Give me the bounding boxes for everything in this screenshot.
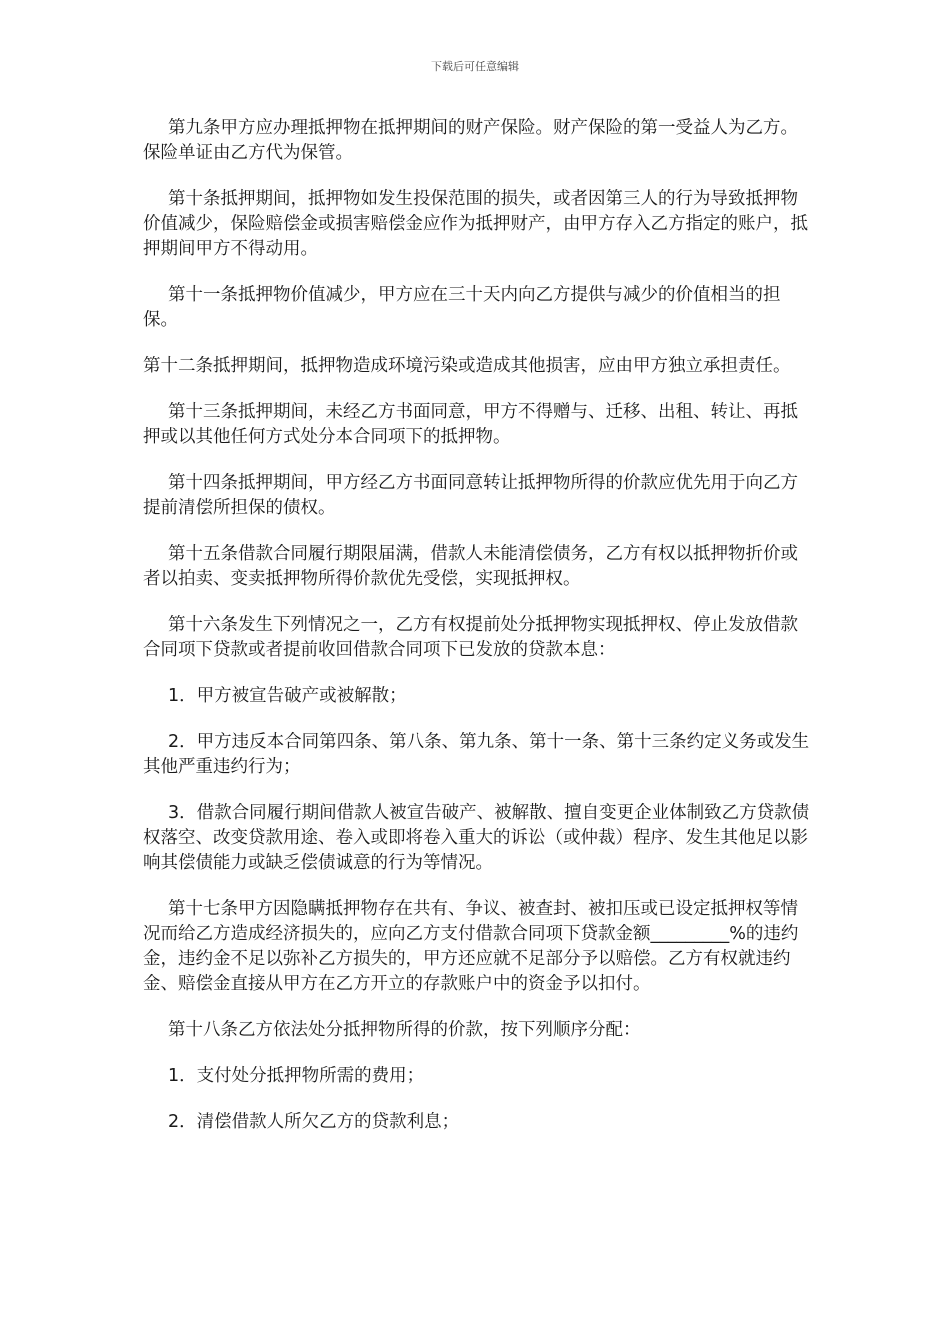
contract-paragraph: 第十条抵押期间，抵押物如发生投保范围的损失，或者因第三人的行为导致抵押物价值减少，保险赔偿金或损害赔偿金应作为抵押财产，由甲方存入乙方指定的账户，抵押期间甲方不得动用。 — [143, 189, 808, 259]
contract-paragraph: 第十二条抵押期间，抵押物造成环境污染或造成其他损害，应由甲方独立承担责任。 — [143, 356, 791, 376]
contract-paragraph: 1．支付处分抵押物所需的费用； — [168, 1066, 425, 1086]
contract-paragraph: 第九条甲方应办理抵押物在抵押期间的财产保险。财产保险的第一受益人为乙方。保险单证由乙方代为保管。 — [143, 118, 798, 163]
contract-paragraph: 第十八条乙方依法处分抵押物所得的价款，按下列顺序分配： — [168, 1020, 641, 1040]
contract-paragraph: 第十四条抵押期间，甲方经乙方书面同意转让抵押物所得的价款应优先用于向乙方提前清偿所担保的债权。 — [143, 473, 798, 518]
page-header-note: 下载后可任意编辑 — [431, 60, 519, 73]
contract-paragraph: 第十七条甲方因隐瞒抵押物存在共有、争议、被查封、被扣压或已设定抵押权等情况而给乙方造成经济损失的，应向乙方支付借款合同项下贷款金额_________%的违约金，违约金不足以弥补乙方损失的，甲方还应就不足部分予以赔偿。乙方有权就违约金、赔偿金直接从甲方在乙方开立的存款账户中的资金予以扣付。 — [143, 899, 799, 994]
contract-paragraph: 3．借款合同履行期间借款人被宣告破产、被解散、擅自变更企业体制致乙方贷款债权落空、改变贷款用途、卷入或即将卷入重大的诉讼（或仲裁）程序、发生其他足以影响其偿债能力或缺乏偿债诚意的行为等情况。 — [143, 803, 810, 873]
contract-paragraph: 1．甲方被宣告破产或被解散； — [168, 686, 407, 706]
contract-paragraph: 第十六条发生下列情况之一，乙方有权提前处分抵押物实现抵押权、停止发放借款合同项下贷款或者提前收回借款合同项下已发放的贷款本息： — [143, 615, 798, 660]
contract-paragraph: 第十一条抵押物价值减少，甲方应在三十天内向乙方提供与减少的价值相当的担保。 — [143, 285, 781, 330]
document-body — [143, 116, 811, 1156]
contract-paragraph: 2．清偿借款人所欠乙方的贷款利息； — [168, 1112, 460, 1132]
contract-paragraph: 第十三条抵押期间，未经乙方书面同意，甲方不得赠与、迁移、出租、转让、再抵押或以其他任何方式处分本合同项下的抵押物。 — [143, 402, 798, 447]
contract-paragraph: 第十五条借款合同履行期限届满，借款人未能清偿债务，乙方有权以抵押物折价或者以拍卖、变卖抵押物所得价款优先受偿，实现抵押权。 — [143, 544, 798, 589]
contract-paragraph: 2．甲方违反本合同第四条、第八条、第九条、第十一条、第十三条约定义务或发生其他严重违约行为； — [143, 732, 810, 777]
